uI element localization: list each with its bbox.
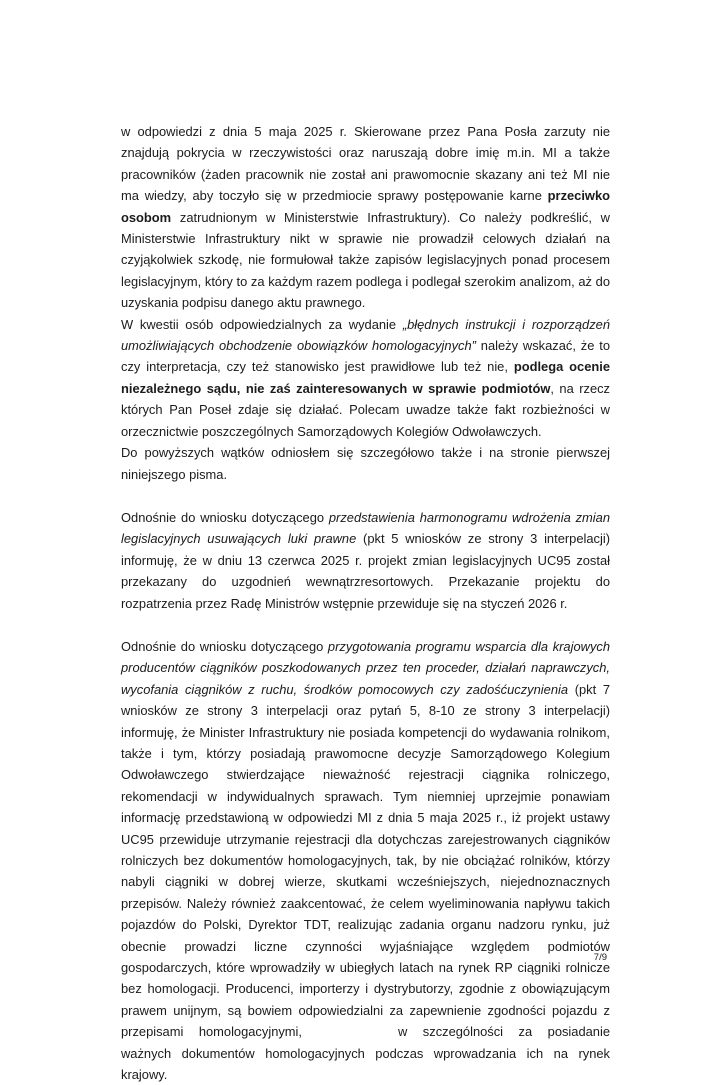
- paragraph-reference-first-page: [121, 442, 610, 485]
- redacted-gap: [302, 1035, 398, 1036]
- text-run-normal: , na rzecz których Pan Poseł zdaje się działać. Polecam uwadze także fakt rozbieżności w orzecznictwie poszczególnych Samorządowych Kolegiów Odwoławczych.: [121, 380, 611, 439]
- text-run-normal: W kwestii osób odpowiedzialnych za wydanie: [121, 316, 403, 332]
- text-run-italic: przedstawienia harmonogramu wdrożenia zmian legislacyjnych usuwających luki prawne: [121, 509, 610, 547]
- text-run-normal: Odnośnie do wniosku dotyczącego: [121, 509, 329, 525]
- text-run-normal: (pkt 5 wniosków ze strony 3 interpelacji) informuję, że w dniu 13 czerwca 2025 r. projekt zmian legislacyjnych UC95 został przekazany do uzgodnień wewnątrzresortowych. Przekazanie projektu do rozpatrzenia przez Radę Ministrów wstępnie przewiduje się na styczeń 2026 r.: [121, 531, 610, 611]
- document-body: [121, 121, 610, 1085]
- text-run-normal: w odpowiedzi z dnia 5 maja 2025 r. Skierowane przez Pana Posła zarzuty nie znajdują pokrycia w rzeczywistości oraz naruszają dobre imię m.in. MI a także pracowników (żaden pracownik nie został ani prawomocnie skazany ani też MI nie ma wiedzy, aby toczyło się w przedmiocie sprawy postępowanie karne: [121, 124, 610, 204]
- text-run-normal: zatrudnionym w Ministerstwie Infrastruktury). Co należy podkreślić, w Ministerstwie Infrastruktury nikt w sprawie nie prowadził celowych działań na czyjąkolwiek szkodę, nie formułował także zapisów legislacyjnych ponad procesem legislacyjnym, który to za każdym razem podlega i podlegał szerokim analizom, aż do uzyskania podpisu danego aktu prawnego.: [121, 209, 610, 311]
- paragraph-legislative-schedule: [121, 507, 610, 614]
- text-run-normal: należy wskazać, że to czy interpretacja, czy też stanowisko jest prawidłowe lub też nie,: [121, 338, 611, 375]
- text-run-italic: przygotowania programu wsparcia dla krajowych producentów ciągników poszkodowanych przez ten proceder, działań naprawczych, wycofania ciągników z ruchu, środków pomocowych czy zadośćuczynienia: [121, 638, 610, 697]
- text-run-normal: w szczególności za posiadanie ważnych dokumentów homologacyjnych podczas wprowadzania ich na rynek krajowy.: [121, 1024, 611, 1083]
- text-run-normal: Do powyższych wątków odniosłem się szczegółowo także i na stronie pierwszej niniejszego pisma.: [121, 445, 610, 482]
- text-run-italic: „błędnych instrukcji i rozporządzeń umożliwiających obchodzenie obowiązków homologacyjnych”: [121, 316, 610, 354]
- text-run-bold: podlega ocenie niezależnego sądu, nie zaś zainteresowanych w sprawie podmiotów: [121, 359, 610, 396]
- paragraph-support-program: [121, 636, 610, 1085]
- paragraph-reply-allegations: [121, 121, 610, 314]
- paragraph-responsibility-assessment: [121, 314, 610, 442]
- text-run-normal: Odnośnie do wniosku dotyczącego: [121, 638, 328, 654]
- text-run-bold: przeciwko osobom: [121, 188, 610, 225]
- text-run-normal: (pkt 7 wniosków ze strony 3 interpelacji oraz pytań 5, 8-10 ze strony 3 interpelacji) informuję, że Minister Infrastruktury nie posiada kompetencji do wydawania rolnikom, także i tym, którzy posiadają prawomocne decyzje Samorządowego Kolegium Odwoławczego stwierdzające nieważność rejestracji ciągnika rolniczego, rekomendacji w indywidualnych sprawach. Tym niemniej uprzejmie ponawiam informację przedstawioną w odpowiedzi MI z dnia 5 maja 2025 r., iż projekt ustawy UC95 przewiduje utrzymanie rejestracji dla dotychczas zarejestrowanych ciągników rolniczych bez dokumentów homologacyjnych, tak, by nie obciążać rolników, którzy nabyli ciągniki w dobrej wierze, skutkami wcześniejszych, niejednoznacznych przepisów. Należy również zaakcentować, że celem wyeliminowania napływu takich pojazdów do Polski, Dyrektor TDT, realizując zadania organu nadzoru rynku, już obecnie prowadzi liczne czynności wyjaśniające względem podmiotów gospodarczych, które wprowadziły w ubiegłych latach na rynek RP ciągniki rolnicze bez homologacji. Producenci, importerzy i dystrybutorzy, zgodnie z obowiązującym prawem unijnym, są bowiem odpowiedzialni za zapewnienie zgodności pojazdu z przepisami homologacyjnymi,: [121, 681, 610, 1040]
- page-number: 7/9: [593, 952, 607, 963]
